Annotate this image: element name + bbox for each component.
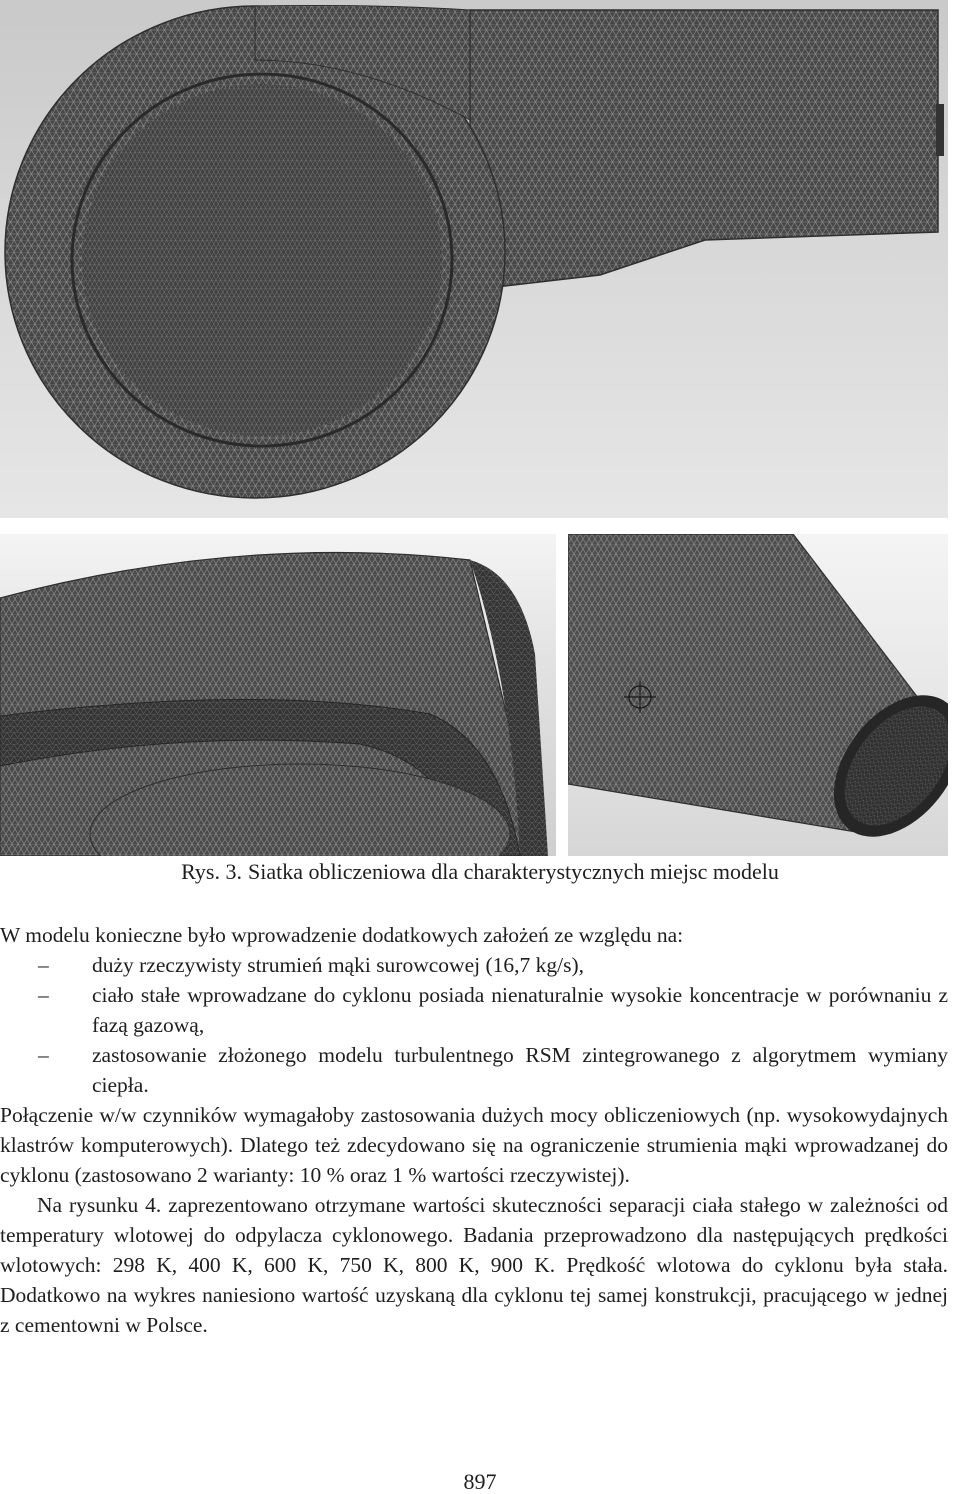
list-item: [0, 1040, 948, 1100]
paragraph-computing-power: Połączenie w/w czynników wymagałoby zastosowania dużych mocy obliczeniowych (np. wysokowydajnych klastrów komputerowych). Dlatego też zdecydowano się na ograniczenie strumienia mąki wprowadzanej do cyklonu (zastosowano 2 warianty: 10 % oraz 1 % wartości rzeczywistej).: [0, 1103, 948, 1187]
mesh-figure-bottom-left: [0, 534, 556, 856]
list-item: [0, 980, 948, 1040]
list-bullet: –: [38, 1043, 49, 1067]
paragraph-results: Na rysunku 4. zaprezentowano otrzymane wartości skuteczności separacji ciała stałego w zależności od temperatury wlotowej do odpylacza cyklonowego. Badania przeprowadzono dla następujących prędkości wlotowych: 298 K, 400 K, 600 K, 750 K, 800 K, 900 K. Prędkość wlotowa do cyklonu była stała. Dodatkowo na wykres naniesiono wartość uzyskaną dla cyklonu tej samej konstrukcji, pracującego w jednej z cementowni w Polsce.: [0, 1193, 948, 1337]
body-text: [0, 920, 948, 1340]
list-item-text: ciało stałe wprowadzane do cyklonu posiada nienaturalnie wysokie koncentracje w porównaniu z fazą gazową,: [92, 983, 948, 1037]
page-number: 897: [463, 1469, 497, 1494]
mesh-figure-bottom-right: [568, 534, 948, 856]
list-item: [0, 950, 948, 980]
assumptions-list: [0, 950, 948, 1100]
list-bullet: –: [38, 983, 49, 1007]
mesh-br-drawing: [568, 534, 948, 856]
mesh-bl-drawing: [0, 534, 556, 856]
outlet-flange: [936, 104, 944, 156]
mesh-figure-top: [0, 0, 948, 518]
figure-caption: [0, 858, 960, 886]
figure-label: Rys. 3.: [181, 859, 242, 884]
outlet-duct: [470, 10, 938, 290]
mesh-top-drawing: [0, 0, 948, 518]
vortex-finder-core: [82, 84, 442, 436]
figure-title: Siatka obliczeniowa dla charakterystycznych miejsc modelu: [248, 859, 779, 884]
intro-paragraph: W modelu konieczne było wprowadzenie dodatkowych założeń ze względu na:: [0, 923, 684, 947]
list-item-text: zastosowanie złożonego modelu turbulentnego RSM zintegrowanego z algorytmem wymiany ciepła.: [92, 1043, 948, 1097]
list-bullet: –: [38, 953, 49, 977]
list-item-text: duży rzeczywisty strumień mąki surowcowej (16,7 kg/s),: [92, 953, 584, 977]
